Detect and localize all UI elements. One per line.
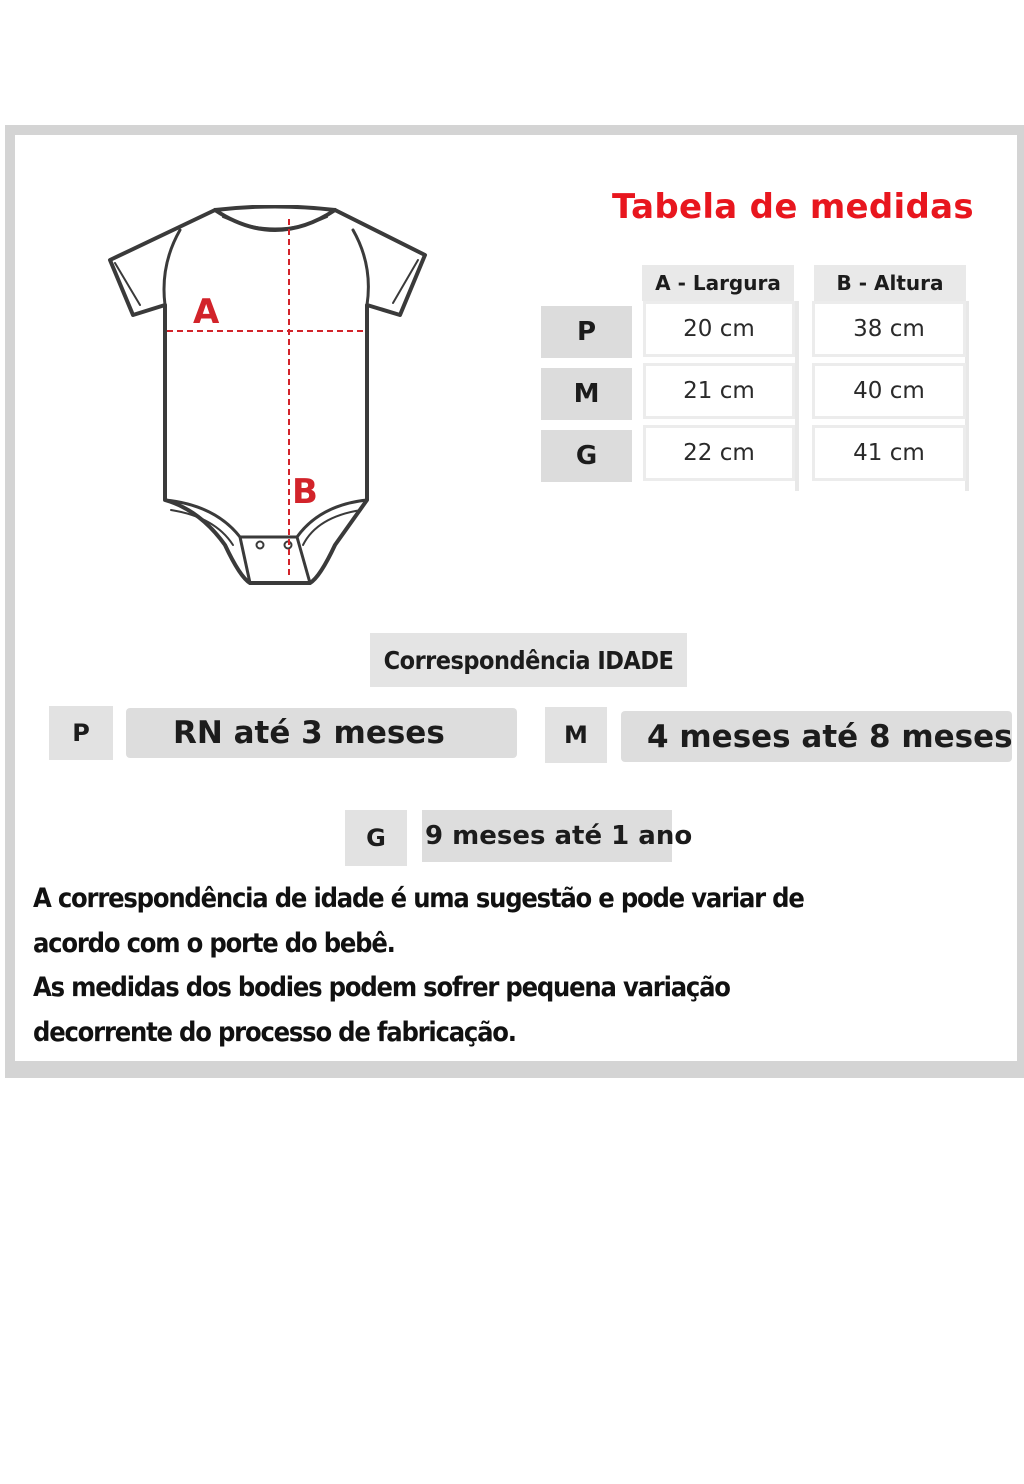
table-cell-largura-m: 21 cm [643, 363, 795, 419]
table-row-size-g: G [541, 430, 632, 482]
age-range-g: 9 meses até 1 ano [422, 810, 672, 862]
label-a: A [193, 292, 220, 332]
size-chart-panel [15, 135, 1017, 1061]
disclaimer-note [33, 877, 1003, 1055]
age-size-m: M [545, 707, 607, 763]
chart-title: Tabela de medidas [612, 187, 974, 227]
table-cell-altura-g: 41 cm [812, 425, 966, 481]
onesie-outline [110, 207, 425, 584]
age-size-g: G [345, 810, 407, 866]
note-line-4: decorrente do processo de fabricação. [33, 1016, 516, 1048]
table-cell-altura-p: 38 cm [812, 301, 966, 357]
age-range-m: 4 meses até 8 meses [621, 711, 1012, 762]
note-line-2: acordo com o porte do bebê. [33, 927, 395, 959]
table-cell-largura-g: 22 cm [643, 425, 795, 481]
table-row-size-p: P [541, 306, 632, 358]
label-b: B [292, 472, 318, 512]
age-title: Correspondência IDADE [370, 633, 687, 687]
header-largura: A - Largura [642, 265, 794, 301]
age-range-p: RN até 3 meses [126, 708, 517, 758]
table-row-size-m: M [541, 368, 632, 420]
age-size-p: P [49, 706, 113, 760]
note-line-3: As medidas dos bodies podem sofrer pequena variação [33, 972, 730, 1003]
header-altura: B - Altura [814, 265, 966, 301]
table-cell-altura-m: 40 cm [812, 363, 966, 419]
size-chart-frame [5, 125, 1024, 1078]
note-line-1: A correspondência de idade é uma sugestão e pode variar de [33, 883, 804, 914]
onesie-diagram [105, 205, 435, 585]
table-cell-largura-p: 20 cm [643, 301, 795, 357]
